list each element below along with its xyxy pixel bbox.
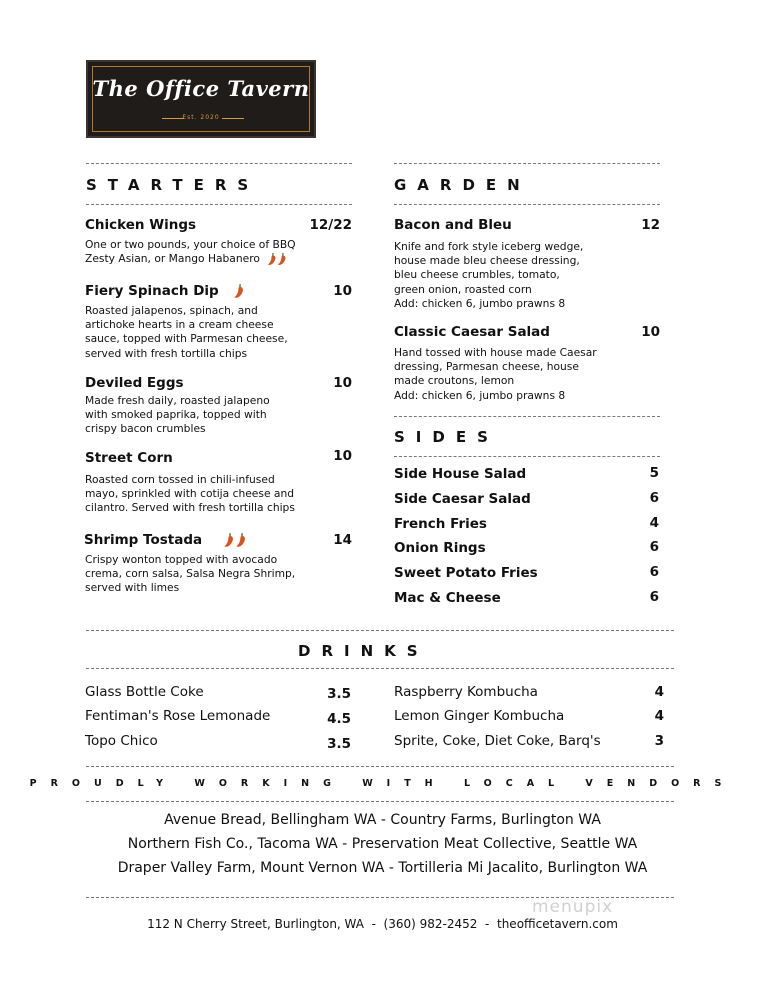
drink-name: Glass Bottle Coke <box>85 684 204 700</box>
desc-line: Roasted jalapenos, spinach, and <box>85 304 258 317</box>
drink-name: Fentiman's Rose Lemonade <box>85 708 271 724</box>
menu-item-price: 12/22 <box>309 217 352 233</box>
footer-contact: 112 N Cherry Street, Burlington, WA - (360) 982-2452 - theofficetavern.com <box>147 917 618 931</box>
menu-item-price: 10 <box>333 283 352 299</box>
desc-line <box>85 252 325 266</box>
menu-item-name-text: Shrimp Tostada <box>84 532 203 548</box>
drink-price: 3 <box>654 733 664 749</box>
divider <box>394 204 660 205</box>
pepper-icon <box>267 252 277 266</box>
menu-item-desc <box>394 346 634 403</box>
desc-line: Hand tossed with house made Caesar <box>394 346 597 359</box>
menu-item-name: Deviled Eggs <box>85 375 184 391</box>
drink-price: 4.5 <box>327 711 351 727</box>
menu-item-desc <box>85 473 325 516</box>
logo-est: Est. 2020 <box>182 114 220 121</box>
divider <box>86 801 674 802</box>
menu-item-price: 10 <box>333 375 352 391</box>
desc-line: Made fresh daily, roasted jalapeno <box>85 394 270 407</box>
logo-rule-right <box>222 118 244 119</box>
menu-item-name <box>85 283 245 299</box>
drink-price: 3.5 <box>327 686 351 702</box>
desc-line: made croutons, lemon <box>394 374 515 388</box>
menu-item-desc <box>85 238 325 266</box>
desc-line: bleu cheese crumbles, tomato, <box>394 268 560 282</box>
side-item-price: 5 <box>649 465 659 481</box>
side-item-price: 4 <box>649 515 659 531</box>
menu-item-name: Bacon and Bleu <box>394 217 512 233</box>
desc-line: Crispy wonton topped with avocado <box>85 553 278 566</box>
divider <box>86 204 352 205</box>
side-item-name: Mac & Cheese <box>394 590 501 606</box>
menu-item-price: 10 <box>641 324 660 340</box>
menu-item-name: Classic Caesar Salad <box>394 324 550 340</box>
desc-line: crispy bacon crumbles <box>85 422 206 436</box>
drink-price: 4 <box>654 684 664 700</box>
menu-item-desc <box>85 394 325 437</box>
desc-line: mayo, sprinkled with cotija cheese and <box>85 487 295 501</box>
menu-item-name: Chicken Wings <box>85 217 197 233</box>
vendors-title: PROUDLY WORKING WITH LOCAL VENDORS <box>29 778 736 789</box>
pepper-icon <box>233 283 245 299</box>
logo <box>86 60 316 138</box>
drink-name: Raspberry Kombucha <box>394 684 538 700</box>
menu-item-desc <box>85 553 325 596</box>
pepper-icon <box>223 532 235 548</box>
menu-item-name-text: Fiery Spinach Dip <box>85 283 219 299</box>
side-item-price: 6 <box>649 564 659 580</box>
menu-item-desc <box>394 240 634 311</box>
starters-title: STARTERS <box>86 176 260 194</box>
vendor-line: Northern Fish Co., Tacoma WA - Preservation Meat Collective, Seattle WA <box>127 836 638 852</box>
side-item-name: Side House Salad <box>394 466 527 482</box>
desc-line-text: Zesty Asian, or Mango Habanero <box>85 252 260 266</box>
vendor-line: Draper Valley Farm, Mount Vernon WA - Tortilleria Mi Jacalito, Burlington WA <box>117 860 648 876</box>
logo-title: The Office Tavern <box>92 76 310 101</box>
desc-line: dressing, Parmesan cheese, house <box>394 360 579 374</box>
menu-item-desc <box>85 304 325 361</box>
side-item-price: 6 <box>649 490 659 506</box>
drink-name: Lemon Ginger Kombucha <box>394 708 565 724</box>
side-item-name: Side Caesar Salad <box>394 491 531 507</box>
desc-line: artichoke hearts in a cream cheese <box>85 318 274 332</box>
drink-name: Sprite, Coke, Diet Coke, Barq's <box>394 733 601 749</box>
desc-line: sauce, topped with Parmesan cheese, <box>85 332 288 346</box>
garden-title: GARDEN <box>394 176 531 194</box>
desc-line: Roasted corn tossed in chili-infused <box>85 473 275 486</box>
divider <box>86 630 674 631</box>
menu-item-price: 14 <box>333 532 352 548</box>
desc-line: crema, corn salsa, Salsa Negra Shrimp, <box>85 567 296 581</box>
side-item-price: 6 <box>649 539 659 555</box>
divider <box>86 766 674 767</box>
watermark: menupix <box>532 897 614 917</box>
desc-line: One or two pounds, your choice of BBQ <box>85 238 296 251</box>
sides-title: SIDES <box>394 428 499 446</box>
side-item-name: French Fries <box>394 516 487 532</box>
desc-line: with smoked paprika, topped with <box>85 408 267 422</box>
side-item-name: Sweet Potato Fries <box>394 565 538 581</box>
divider <box>394 456 660 457</box>
drinks-title: DRINKS <box>298 642 429 660</box>
drink-name: Topo Chico <box>85 733 158 749</box>
desc-line: Add: chicken 6, jumbo prawns 8 <box>394 296 566 310</box>
menu-item-name <box>84 532 247 548</box>
desc-line: Add: chicken 6, jumbo prawns 8 <box>394 388 566 402</box>
divider <box>394 416 660 417</box>
desc-line: served with fresh tortilla chips <box>85 346 248 360</box>
pepper-icon <box>277 252 287 266</box>
desc-line: green onion, roasted corn <box>394 282 532 296</box>
desc-line: house made bleu cheese dressing, <box>394 254 580 268</box>
desc-line: Knife and fork style iceberg wedge, <box>394 240 584 253</box>
divider <box>86 163 352 164</box>
drink-price: 3.5 <box>327 736 351 752</box>
desc-line: served with limes <box>85 581 180 595</box>
drink-price: 4 <box>654 708 664 724</box>
vendor-line: Avenue Bread, Bellingham WA - Country Farms, Burlington WA <box>164 812 601 828</box>
side-item-name: Onion Rings <box>394 540 486 556</box>
menu-item-price: 10 <box>333 448 352 464</box>
pepper-icon <box>235 532 247 548</box>
side-item-price: 6 <box>649 589 659 605</box>
desc-line: cilantro. Served with fresh tortilla chips <box>85 501 295 515</box>
menu-item-price: 12 <box>641 217 660 233</box>
divider <box>394 163 660 164</box>
divider <box>86 668 674 669</box>
menu-item-name: Street Corn <box>85 450 173 466</box>
